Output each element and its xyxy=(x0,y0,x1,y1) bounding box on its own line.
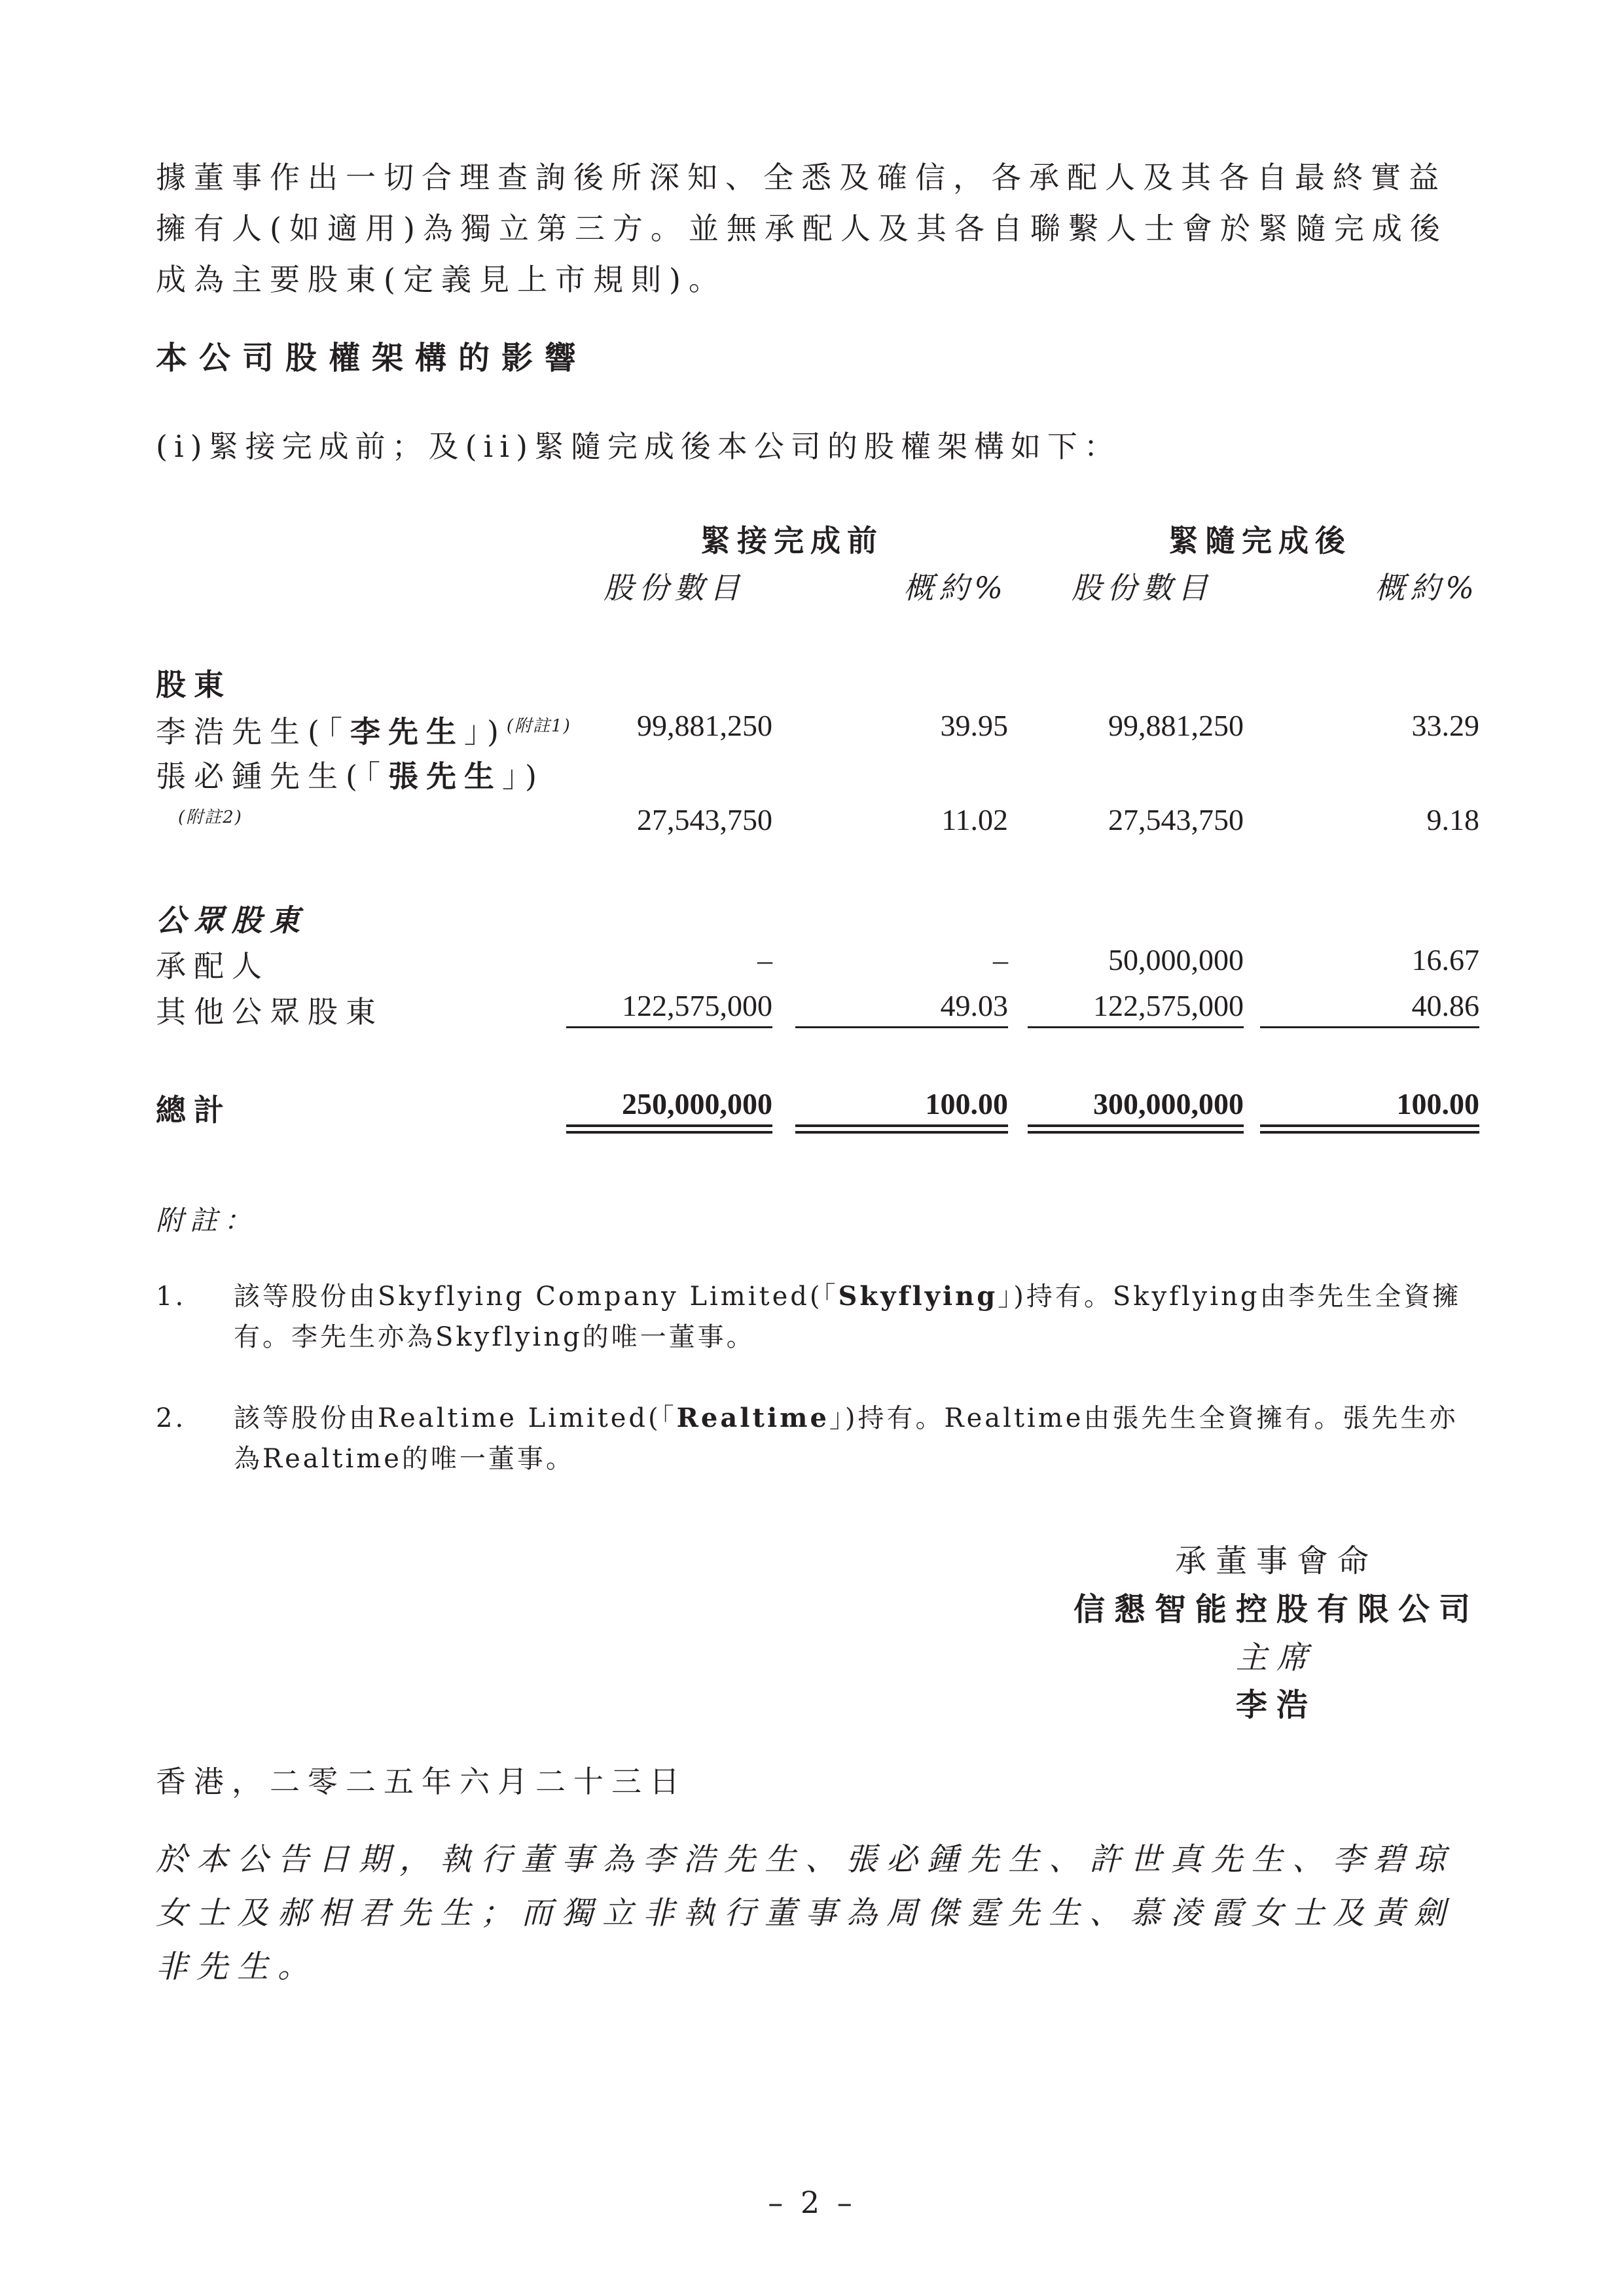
note-reference: (附註1) xyxy=(506,716,571,736)
section-heading: 本公司股權架構的影響 xyxy=(156,340,588,376)
cell-total-shares-before: 250,000,000 xyxy=(622,1087,772,1121)
note-text-bold: Skyflying xyxy=(838,1281,998,1312)
note-text-part: 」)持有。Realtime由張先生全資擁有。張先生亦為Realtime的唯一董事。 xyxy=(234,1403,1458,1474)
col-header-pct-after: 概約% xyxy=(1375,570,1479,605)
cell-shares-before: 27,543,750 xyxy=(637,803,772,836)
note-text xyxy=(234,1398,1471,1479)
cell-pct-after: 16.67 xyxy=(1411,943,1479,977)
total-double-rule xyxy=(1260,1124,1479,1134)
col-header-pct-before: 概約% xyxy=(903,570,1008,605)
group-header-after: 緊隨完成後 xyxy=(1168,523,1352,558)
date-line: 香港，二零二五年六月二十三日 xyxy=(156,1764,687,1799)
cell-shares-before: 99,881,250 xyxy=(637,709,772,742)
note-text-part: 該等股份由Realtime Limited(「 xyxy=(234,1403,677,1433)
cell-total-shares-after: 300,000,000 xyxy=(1093,1087,1244,1121)
cell-pct-after: 9.18 xyxy=(1426,803,1479,836)
total-double-rule xyxy=(795,1124,1008,1134)
cell-total-pct-after: 100.00 xyxy=(1396,1087,1479,1121)
cell-pct-before: 39.95 xyxy=(940,709,1008,742)
row-label-suffix: 」) xyxy=(501,759,545,794)
row-label-other-public: 其他公眾股東 xyxy=(156,994,384,1030)
cell-shares-after: 122,575,000 xyxy=(1093,989,1244,1022)
cell-pct-before: 49.03 xyxy=(940,989,1008,1022)
cell-shares-after: 99,881,250 xyxy=(1108,709,1244,742)
signatory-title: 主席 xyxy=(1235,1640,1317,1676)
intro-paragraph: 據董事作出一切合理查詢後所深知、全悉及確信，各承配人及其各自最終實益擁有人(如適用)為獨立第三方。並無承配人及其各自聯繫人士會於緊隨完成後成為主要股東(定義見上市規則)。 xyxy=(156,160,1448,297)
cell-pct-after: 33.29 xyxy=(1411,709,1479,742)
section-public: 公眾股東 xyxy=(156,903,308,938)
cell-shares-after: 27,543,750 xyxy=(1108,803,1244,836)
note-text-bold: Realtime xyxy=(676,1403,829,1433)
total-double-rule xyxy=(1028,1124,1244,1134)
note-text xyxy=(234,1276,1471,1357)
subtotal-rule xyxy=(795,1026,1008,1028)
note-text-part: 該等股份由Skyflying Company Limited(「 xyxy=(234,1282,839,1312)
row-label-suffix: 」) xyxy=(463,714,507,749)
note-number: 2. xyxy=(156,1403,187,1433)
row-label-mr-cheung xyxy=(156,753,545,796)
subtotal-rule xyxy=(1028,1026,1244,1028)
row-label-prefix: 張必鍾先生(「 xyxy=(156,759,388,794)
cell-pct-before: 11.02 xyxy=(941,803,1008,836)
row-label-placees: 承配人 xyxy=(156,948,270,984)
cell-pct-after: 40.86 xyxy=(1411,989,1479,1022)
cell-total-pct-before: 100.00 xyxy=(925,1087,1008,1121)
col-header-shares-before: 股份數目 xyxy=(604,570,745,605)
group-header-before: 緊接完成前 xyxy=(700,523,884,558)
note-reference: (附註2) xyxy=(178,808,243,827)
cell-shares-before: 122,575,000 xyxy=(622,989,772,1022)
notes-title: 附註： xyxy=(156,1204,259,1236)
by-order-line: 承董事會命 xyxy=(1174,1543,1378,1579)
row-label-total: 總計 xyxy=(156,1092,232,1128)
row-label-bold: 張先生 xyxy=(388,759,502,794)
note-number: 1. xyxy=(156,1282,187,1312)
company-name: 信懇智能控股有限公司 xyxy=(1073,1591,1479,1628)
cell-shares-after: 50,000,000 xyxy=(1108,943,1244,977)
table-intro: (i)緊接完成前；及(ii)緊隨完成後本公司的股權架構如下： xyxy=(156,429,1121,464)
subtotal-rule xyxy=(566,1026,772,1028)
cell-shares-before: – xyxy=(757,943,772,977)
total-double-rule xyxy=(566,1124,772,1134)
col-header-shares-after: 股份數目 xyxy=(1072,570,1213,605)
section-shareholders: 股東 xyxy=(156,667,232,702)
row-label-mr-li xyxy=(156,708,571,751)
page-number: – 2 – xyxy=(768,2185,856,2220)
directors-paragraph: 於本公告日期，執行董事為李浩先生、張必鍾先生、許世真先生、李碧琼女士及郝相君先生；而獨立非執行董事為周傑霆先生、慕淩霞女士及黃劍非先生。 xyxy=(156,1841,1455,1985)
row-label-prefix: 李浩先生(「 xyxy=(156,714,350,749)
cell-pct-before: – xyxy=(993,943,1008,977)
signatory-name: 李浩 xyxy=(1235,1687,1317,1723)
row-label-bold: 李先生 xyxy=(350,714,464,749)
note-text-part: 」)持有。Skyflying由李先生全資擁有。李先生亦為Skyflying的唯一董事。 xyxy=(234,1282,1462,1352)
subtotal-rule xyxy=(1260,1026,1479,1028)
